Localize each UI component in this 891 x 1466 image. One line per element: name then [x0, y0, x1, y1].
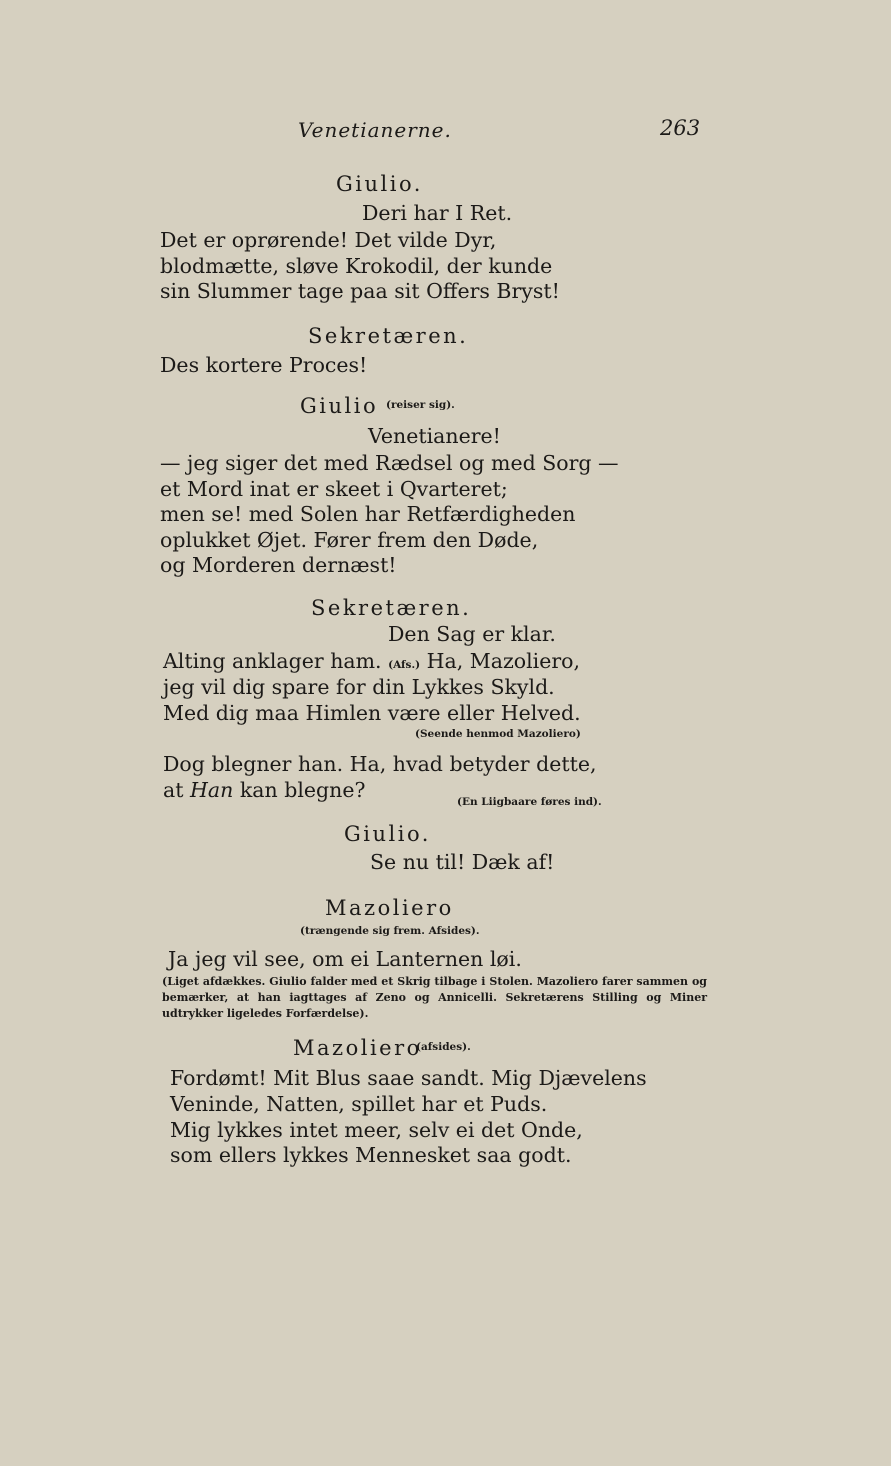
speaker-mazoliero: Mazoliero — [325, 896, 454, 920]
verse-line: et Mord inat er skeet i Qvarteret; — [160, 477, 508, 501]
stage-direction: (Seende henmod Mazoliero) — [415, 728, 581, 740]
verse-line: Med dig maa Himlen være eller Helved. — [163, 701, 581, 725]
speaker-sekretaeren: Sekretæren. — [308, 324, 469, 348]
verse-line: Deri har I Ret. — [362, 201, 513, 225]
verse-text: Alting anklager ham. — [163, 649, 382, 673]
stage-direction: (trængende sig frem. Afsides). — [300, 925, 480, 937]
verse-emphasis: Han — [190, 778, 234, 802]
page-number: 263 — [660, 116, 701, 140]
verse-text: kan blegne? — [239, 778, 366, 802]
verse-line: Se nu til! Dæk af! — [370, 850, 555, 874]
stage-direction: (En Liigbaare føres ind). — [457, 796, 602, 808]
verse-line: men se! med Solen har Retfærdigheden — [160, 502, 576, 526]
verse-text: at — [163, 778, 184, 802]
verse-line: Dog blegner han. Ha, hvad betyder dette, — [163, 752, 597, 776]
stage-direction: (reiser sig). — [386, 399, 455, 411]
stage-direction: (afsides). — [416, 1041, 471, 1053]
running-header-title: Venetianerne. — [298, 118, 452, 142]
speaker-giulio: Giulio. — [344, 822, 431, 846]
speaker-giulio: Giulio. — [336, 172, 423, 196]
verse-line: blodmætte, sløve Krokodil, der kunde — [160, 254, 553, 278]
verse-line: Ja jeg vil see, om ei Lanternen løi. — [168, 947, 522, 971]
verse-line: Des kortere Proces! — [160, 353, 368, 377]
verse-text: Ha, Mazoliero, — [426, 649, 581, 673]
stage-direction-inline: (Afs.) — [388, 659, 421, 671]
verse-line: Mig lykkes intet meer, selv ei det Onde, — [170, 1118, 583, 1142]
verse-line — [163, 778, 365, 803]
speaker-sekretaeren: Sekretæren. — [311, 596, 472, 620]
verse-line: jeg vil dig spare for din Lykkes Skyld. — [163, 675, 555, 699]
speaker-giulio: Giulio — [300, 394, 379, 418]
stage-direction-paragraph: (Liget afdækkes. Giulio falder med et Skrig tilbage i Stolen. Mazoliero farer sammen og bemærker, at han iagttages af Zeno og Annicelli. Sekretærens Stilling og Miner udtrykker ligeledes Forfærdelse). — [162, 975, 707, 1020]
verse-line: sin Slummer tage paa sit Offers Bryst! — [160, 279, 560, 303]
verse-line: Den Sag er klar. — [388, 622, 556, 646]
speaker-mazoliero: Mazoliero — [293, 1036, 422, 1060]
verse-line: og Morderen dernæst! — [160, 553, 397, 577]
verse-line: Venetianere! — [368, 424, 501, 448]
verse-line: Det er oprørende! Det vilde Dyr, — [160, 228, 497, 252]
verse-line: oplukket Øjet. Fører frem den Døde, — [160, 528, 539, 552]
verse-line: — jeg siger det med Rædsel og med Sorg — — [160, 451, 619, 475]
verse-line: Fordømt! Mit Blus saae sandt. Mig Djævelens — [170, 1066, 647, 1090]
verse-line: som ellers lykkes Mennesket saa godt. — [170, 1143, 572, 1167]
verse-line — [163, 649, 580, 678]
verse-line: Veninde, Natten, spillet har et Puds. — [170, 1092, 548, 1116]
